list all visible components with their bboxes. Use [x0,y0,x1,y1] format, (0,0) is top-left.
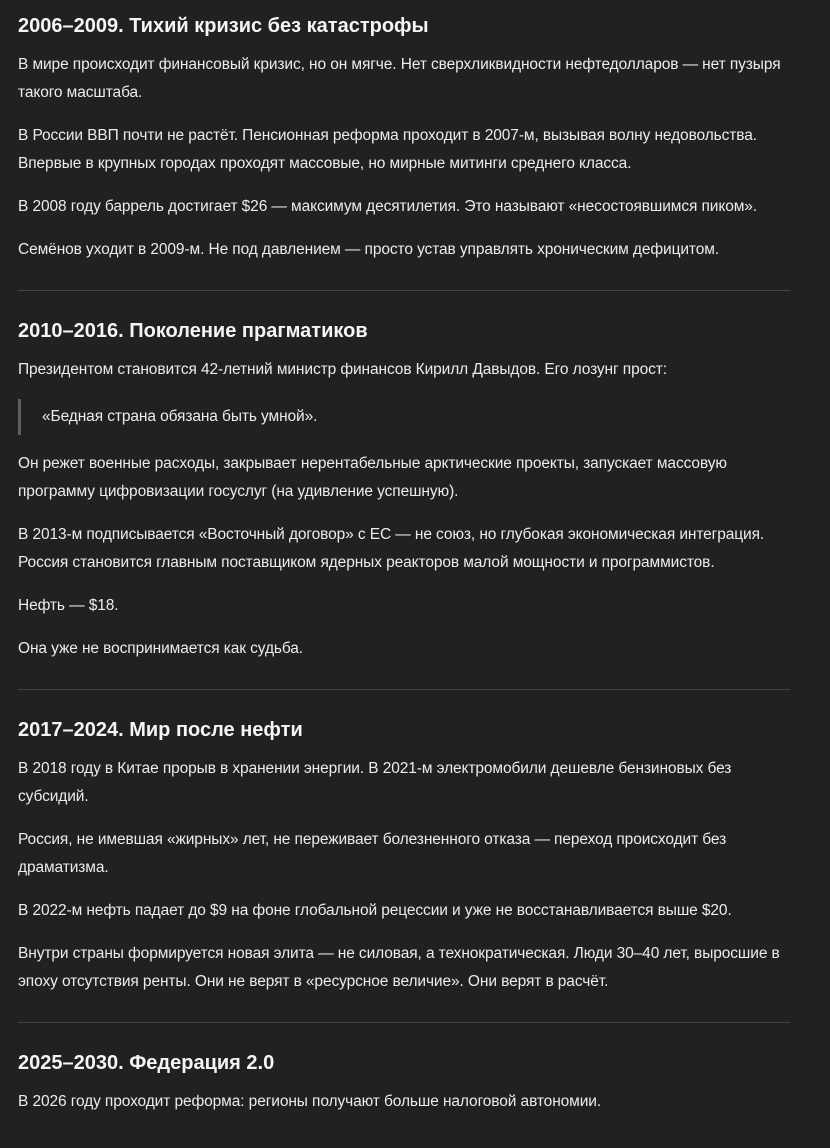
paragraph: Президентом становится 42-летний министр финансов Кирилл Давыдов. Его лозунг прост: [18,361,667,378]
section-heading: 2006–2009. Тихий кризис без катастрофы [18,15,429,37]
paragraph: Семёнов уходит в 2009-м. Не под давлением — просто устав управлять хроническим дефицитом. [18,241,720,258]
section-heading: 2010–2016. Поколение прагматиков [18,320,368,342]
paragraph: В 2022-м нефть падает до $9 на фоне глобальной рецессии и уже не восстанавливается выше $20. [18,902,732,919]
paragraph: В 2008 году баррель достигает $26 — максимум десятилетия. Это называют «несостоявшимся пиком». [18,198,758,215]
section-divider [18,689,790,690]
paragraph: В России ВВП почти не растёт. Пенсионная реформа проходит в 2007-м, вызывая волну недовольства. Впервые в крупных городах проходят массовые, но мирные митинги среднего класса. [18,127,757,172]
section-2025-2030 [18,1049,790,1116]
blockquote [18,399,790,435]
section-2006-2009 [18,12,790,264]
paragraph: В 2018 году в Китае прорыв в хранении энергии. В 2021-м электромобили дешевле бензиновых без субсидий. [18,760,732,805]
section-2017-2024 [18,716,790,996]
paragraph: В 2013-м подписывается «Восточный договор» с ЕС — не союз, но глубокая экономическая интеграция. Россия становится главным поставщиком ядерных реакторов малой мощности и программистов. [18,526,765,571]
paragraph: В 2026 году проходит реформа: регионы получают больше налоговой автономии. [18,1093,602,1110]
section-heading: 2025–2030. Федерация 2.0 [18,1052,275,1074]
section-2010-2016 [18,317,790,663]
section-heading: 2017–2024. Мир после нефти [18,719,303,741]
quote-text: «Бедная страна обязана быть умной». [42,408,318,425]
paragraph: Россия, не имевшая «жирных» лет, не переживает болезненного отказа — переход происходит без драматизма. [18,831,727,876]
section-divider [18,1022,790,1023]
paragraph: В мире происходит финансовый кризис, но он мягче. Нет сверхликвидности нефтедолларов — нет пузыря такого масштаба. [18,56,781,101]
paragraph: Он режет военные расходы, закрывает нерентабельные арктические проекты, запускает массовую программу цифровизации госуслуг (на удивление успешную). [18,455,727,500]
paragraph: Она уже не воспринимается как судьба. [18,640,304,657]
section-divider [18,290,790,291]
paragraph: Нефть — $18. [18,597,119,614]
paragraph: Внутри страны формируется новая элита — не силовая, а технократическая. Люди 30–40 лет, выросшие в эпоху отсутствия ренты. Они не верят в «ресурсное величие». Они верят в расчёт. [18,945,780,990]
